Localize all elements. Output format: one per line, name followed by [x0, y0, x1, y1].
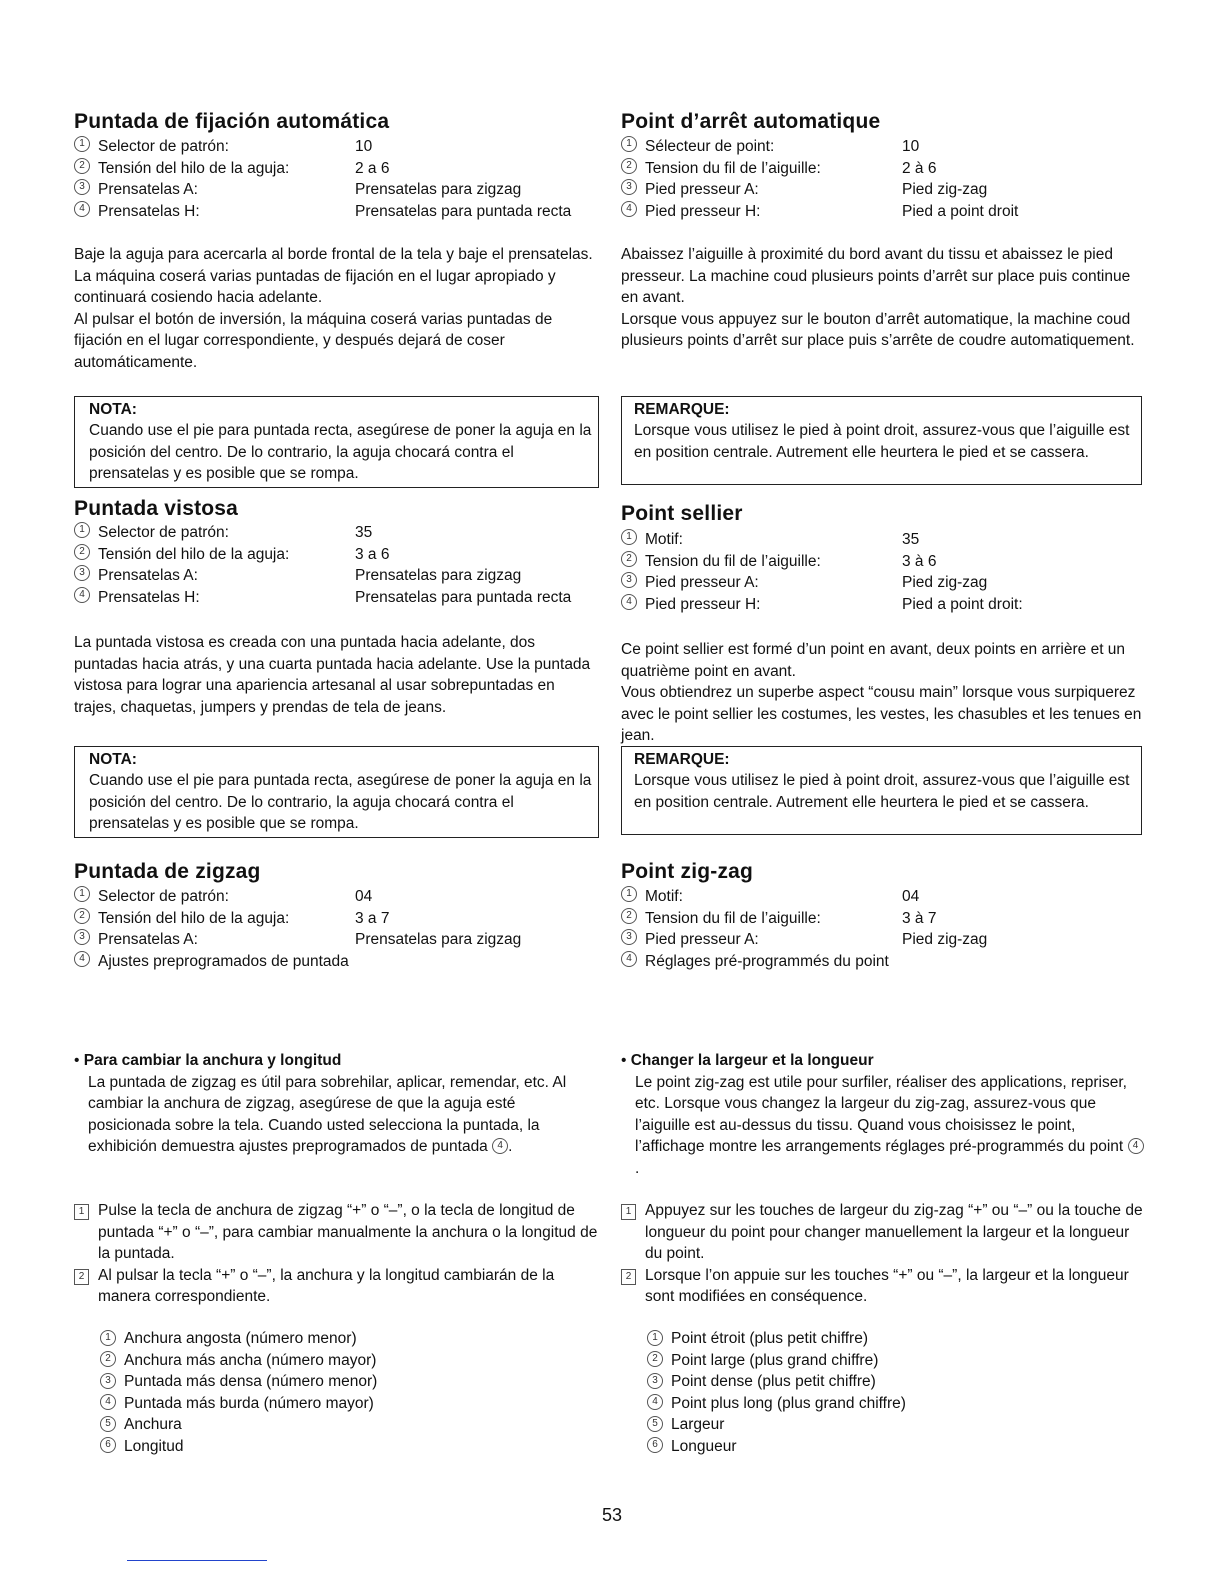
fr-zigzag-specs	[621, 886, 1151, 972]
bullet-body: La puntada de zigzag es útil para sobrehilar, aplicar, remendar, etc. Al cambiar la anchura de zigzag, asegúrese de que la aguja esté posicionada sobre la tela. Cuando usted selecciona la puntada, la exhibición demuestra ajustes preprogramados de puntada 4 .	[88, 1073, 567, 1155]
spec-row: 1 Sélecteur de point: 10	[621, 136, 1151, 158]
list-item: 1 Point étroit (plus petit chiffre)	[647, 1328, 906, 1350]
spec-row: 4 Pied presseur H: Pied a point droit	[621, 201, 1151, 223]
es-zigzag-title: Puntada de zigzag	[74, 860, 261, 883]
es-width-length-section	[74, 1050, 600, 1158]
es-auto-lock-description: Baje la aguja para acercarla al borde frontal de la tela y baje el prensatelas. La máquina coserá varias puntadas de fijación en el lugar apropiado y continuará cosiendo hacia adelante. Al pulsar el botón de inversión, la máquina coserá varias puntadas de fijación en el lugar correspondiente, y después dejará de coser automáticamente.	[74, 246, 593, 371]
es-zigzag-specs	[74, 886, 604, 972]
es-auto-lock-specs	[74, 136, 604, 222]
page-number: 53	[601, 1505, 623, 1525]
fr-note-box-1	[621, 396, 1142, 485]
spec-row: 1 Selector de patrón: 10	[74, 136, 604, 158]
spec-row: 1 Motif: 04	[621, 886, 1151, 908]
spec-row: 2 Tension du fil de l’aiguille: 3 à 6	[621, 551, 1151, 573]
bullet-heading: • Para cambiar la anchura y longitud	[74, 1052, 342, 1069]
note-body: Cuando use el pie para puntada recta, asegúrese de poner la aguja en la posición del centro. De lo contrario, la aguja chocará contra el prensatelas y es posible que se rompa.	[89, 422, 592, 482]
list-item: 3 Puntada más densa (número menor)	[100, 1371, 377, 1393]
spec-row: 2 Tension du fil de l’aiguille: 3 à 7	[621, 908, 1151, 930]
spec-row: 3 Pied presseur A: Pied zig-zag	[621, 572, 1151, 594]
list-item: 6 Longitud	[100, 1436, 377, 1458]
spec-row: 3 Pied presseur A: Pied zig-zag	[621, 179, 1151, 201]
fr-steps	[621, 1200, 1147, 1308]
list-item: 5 Largeur	[647, 1414, 906, 1436]
note-title: NOTA:	[89, 401, 137, 418]
fr-auto-lock-description: Abaissez l’aiguille à proximité du bord avant du tissu et abaissez le pied presseur. La machine coud plusieurs points d’arrêt sur place puis continue en avant. Lorsque vous appuyez sur le bouton d’arrêt automatique, la machine coud plusieurs points d’arrêt sur place puis s’arrête de coudre automatiquement.	[621, 246, 1135, 349]
note-body: Lorsque vous utilisez le pied à point droit, assurez-vous que l’aiguille est en position centrale. Autrement elle heurtera le pied et se cassera.	[634, 772, 1130, 811]
bullet-body: Le point zig-zag est utile pour surfiler, réaliser des applications, repriser, etc. Lorsque vous changez la largeur du zig-zag, assurez-vous que l’aiguille est au-dessus du tissu. Quand vous choisissez le point, l’affichage montre les arrangements réglages pré-programmés du point 4.	[621, 1072, 1147, 1180]
fr-saddle-stitch-title: Point sellier	[621, 502, 743, 525]
spec-row: 1 Motif: 35	[621, 529, 1151, 551]
step-2: 2 Lorsque l’on appuie sur les touches “+” ou “–”, la largeur et la longueur sont modifiées en conséquence.	[621, 1265, 1147, 1308]
spec-row: 4 Prensatelas H: Prensatelas para puntada recta	[74, 587, 604, 609]
es-auto-lock-title: Puntada de fijación automática	[74, 110, 390, 133]
note-body: Cuando use el pie para puntada recta, asegúrese de poner la aguja en la posición del centro. De lo contrario, la aguja chocará contra el prensatelas y es posible que se rompa.	[89, 772, 592, 832]
step-1: 1 Appuyez sur les touches de largeur du zig-zag “+” ou “–” ou la touche de longueur du point pour changer manuellement la largeur et la longueur du point.	[621, 1200, 1147, 1265]
list-item: 3 Point dense (plus petit chiffre)	[647, 1371, 906, 1393]
bullet-heading: • Changer la largeur et la longueur	[621, 1052, 874, 1069]
spec-row: 4 Pied presseur H: Pied a point droit:	[621, 594, 1151, 616]
step-1: 1 Pulse la tecla de anchura de zigzag “+” o “–”, o la tecla de longitud de puntada “+” o “–”, para cambiar manualmente la anchura o la longitud de la puntada.	[74, 1200, 600, 1265]
list-item: 2 Point large (plus grand chiffre)	[647, 1350, 906, 1372]
spec-row: 4 Prensatelas H: Prensatelas para puntada recta	[74, 201, 604, 223]
fr-saddle-stitch-description: Ce point sellier est formé d’un point en avant, deux points en arrière et un quatrième point en avant. Vous obtiendrez un superbe aspect “cousu main” lorsque vous surpiquerez avec le point sellier les costumes, les vestes, les chasubles et les tenues en jean.	[621, 641, 1142, 744]
note-title: REMARQUE:	[634, 751, 730, 768]
spec-row: 2 Tensión del hilo de la aguja: 3 a 7	[74, 908, 604, 930]
es-note-box-2	[74, 746, 599, 838]
spec-row: 3 Prensatelas A: Prensatelas para zigzag	[74, 565, 604, 587]
es-legend-list	[100, 1328, 377, 1457]
spec-row: 4 Ajustes preprogramados de puntada	[74, 951, 604, 973]
list-item: 5 Anchura	[100, 1414, 377, 1436]
spec-row: 1 Selector de patrón: 04	[74, 886, 604, 908]
es-fancy-stitch-specs	[74, 522, 604, 608]
list-item: 2 Anchura más ancha (número mayor)	[100, 1350, 377, 1372]
spec-row: 3 Prensatelas A: Prensatelas para zigzag	[74, 179, 604, 201]
spec-row: 1 Selector de patrón: 35	[74, 522, 604, 544]
spec-row: 4 Réglages pré-programmés du point	[621, 951, 1151, 973]
es-note-box-1	[74, 396, 599, 488]
es-fancy-stitch-title: Puntada vistosa	[74, 497, 239, 520]
footer-rule	[127, 1560, 267, 1561]
fr-saddle-stitch-specs	[621, 529, 1151, 615]
list-item: 4 Point plus long (plus grand chiffre)	[647, 1393, 906, 1415]
fr-note-box-2	[621, 746, 1142, 835]
note-title: NOTA:	[89, 751, 137, 768]
note-title: REMARQUE:	[634, 401, 730, 418]
spec-row: 2 Tensión del hilo de la aguja: 3 a 6	[74, 544, 604, 566]
fr-width-length-section	[621, 1050, 1147, 1179]
fr-legend-list	[647, 1328, 906, 1457]
spec-row: 3 Prensatelas A: Prensatelas para zigzag	[74, 929, 604, 951]
spec-row: 2 Tension du fil de l’aiguille: 2 à 6	[621, 158, 1151, 180]
list-item: 4 Puntada más burda (número mayor)	[100, 1393, 377, 1415]
es-steps	[74, 1200, 600, 1308]
es-fancy-stitch-description: La puntada vistosa es creada con una puntada hacia adelante, dos puntadas hacia atrás, y una cuarta puntada hacia adelante. Use la puntada vistosa para lograr una apariencia artesanal al usar sobrepuntadas en trajes, chaquetas, jumpers y prendas de tela de jeans.	[74, 634, 591, 716]
fr-auto-lock-specs	[621, 136, 1151, 222]
fr-zigzag-title: Point zig-zag	[621, 860, 754, 883]
step-2: 2 Al pulsar la tecla “+” o “–”, la anchura y la longitud cambiarán de la manera correspondiente.	[74, 1265, 600, 1308]
list-item: 6 Longueur	[647, 1436, 906, 1458]
fr-auto-lock-title: Point d’arrêt automatique	[621, 110, 881, 133]
list-item: 1 Anchura angosta (número menor)	[100, 1328, 377, 1350]
spec-row: 2 Tensión del hilo de la aguja: 2 a 6	[74, 158, 604, 180]
note-body: Lorsque vous utilisez le pied à point droit, assurez-vous que l’aiguille est en position centrale. Autrement elle heurtera le pied et se cassera.	[634, 422, 1130, 461]
spec-row: 3 Pied presseur A: Pied zig-zag	[621, 929, 1151, 951]
